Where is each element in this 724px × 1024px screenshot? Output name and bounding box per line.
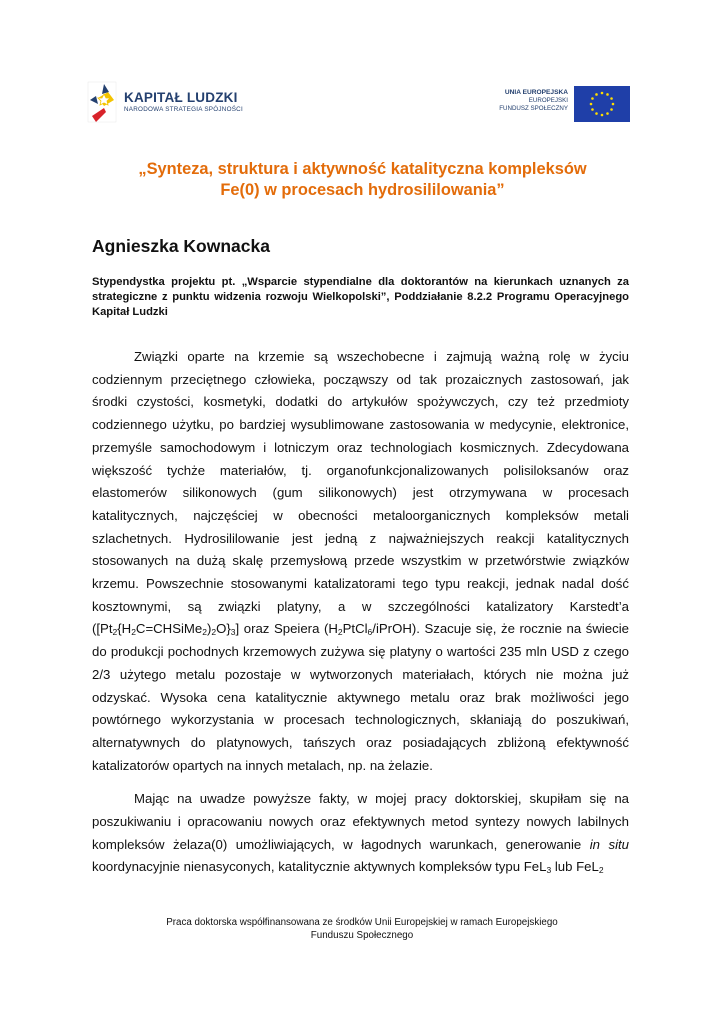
eu-logo-line3: FUNDUSZ SPOŁECZNY — [499, 105, 568, 112]
title-line-2: Fe(0) w procesach hydrosililowania” — [220, 181, 505, 199]
eu-star — [591, 97, 594, 100]
eu-star — [591, 108, 594, 111]
scholarship-note: Stypendystka projektu pt. „Wsparcie stypendialne dla doktorantów na kierunkach uznanych za strategiczne z punktu widzenia rozwoju Wielkopolski”, Poddziałanie 8.2.2 Programu Operacyjnego Kapitał Ludzki — [92, 276, 629, 318]
paragraph-2: Mając na uwadze powyższe fakty, w mojej pracy doktorskiej, skupiłam się na poszukiwaniu i opracowaniu nowych oraz efektywnych metod syntezy nowych labilnych kompleksów żelaza(0) umożliwiających, w łagodnych warunkach, generowanie in situ koordynacyjnie nienasyconych, katalitycznie aktywnych kompleksów typu FeL$_3$ lub FeL$_2$ — [92, 791, 630, 876]
eu-star — [595, 93, 598, 96]
eu-star — [612, 103, 615, 106]
eu-fund-logo — [480, 86, 630, 122]
kapital-ludzki-subtitle: NARODOWA STRATEGIA SPÓJNOŚCI — [124, 106, 243, 113]
eu-star — [606, 93, 609, 96]
document-title — [90, 159, 635, 201]
kapital-ludzki-title: KAPITAŁ LUDZKI — [124, 90, 238, 105]
eu-star — [606, 112, 609, 115]
footer-line-1: Praca doktorska współfinansowana ze środków Unii Europejskiej w ramach Europejskiego — [166, 917, 558, 928]
body-text — [92, 346, 629, 879]
eu-star — [601, 114, 604, 117]
kapital-ludzki-logo — [84, 78, 264, 128]
eu-star — [601, 92, 604, 95]
kapital-ludzki-emblem-icon — [84, 78, 122, 126]
title-line-1: „Synteza, struktura i aktywność katalityczna kompleksów — [138, 160, 587, 178]
eu-flag-icon — [574, 86, 630, 122]
eu-star — [610, 108, 613, 111]
footer-line-2: Funduszu Społecznego — [310, 930, 414, 941]
eu-logo-line2: EUROPEJSKI — [528, 97, 568, 104]
author-name: Agnieszka Kownacka — [92, 236, 270, 256]
eu-logo-line1: UNIA EUROPEJSKA — [504, 89, 568, 96]
eu-star — [610, 97, 613, 100]
footer-note — [92, 916, 632, 942]
paragraph-1: Związki oparte na krzemie są wszechobecne i zajmują ważną rolę w życiu codziennym przeciętnego człowieka, począwszy od tak prozaicznych zastosowań, jak środki czystości, kosmetyki, dodatki do artykułów spożywczych, czy też przedmioty codziennego użytku, po bardziej wysublimowane zastosowania w medycynie, elektronice, przemyśle samochodowym i lotniczym oraz technologiach kosmicznych. Zdecydowana większość tychże materiałów, tj. organofunkcjonalizowanych polisiloksanów oraz elastomerów silikonowych (gum silikonowych) jest otrzymywana w procesach katalitycznych, najczęściej w obecności metaloorganicznych kompleksów metali szlachetnych. Hydrosililowanie jest jedną z najważniejszych reakcji katalitycznych stosowanych na dużą skalę przemysłową przede wszystkim w przetwórstwie związków krzemu. Powszechnie stosowanymi katalizatorami tego typu reakcji, jednak nadal dość kosztownymi, są związki platyny, a w szczególności katalizatory Karstedt’a $([Pt_2\{H_2C=CHSiMe_2)_2O\}_3]$ oraz Speiera $(H_2PtCl_6/iPrOH)$. Szacuje się, że rocznie na świecie do produkcji pochodnych krzemowych zużywa się platyny o wartości 235 mln USD z czego 2/3 użytego metalu pozostaje w wytworzonych materiałach, których nie można już odzyskać. Wysoka cena katalitycznie aktywnego metalu oraz brak możliwości jego powtórnego wykorzystania w procesach technologicznych, skłaniają do poszukiwań, alternatywnych do platynowych, tańszych oraz posiadających zbliżoną efektywność katalizatorów opartych na innych metalach, np. na żelazie. — [92, 349, 630, 773]
eu-star — [595, 112, 598, 115]
eu-star — [590, 103, 593, 106]
